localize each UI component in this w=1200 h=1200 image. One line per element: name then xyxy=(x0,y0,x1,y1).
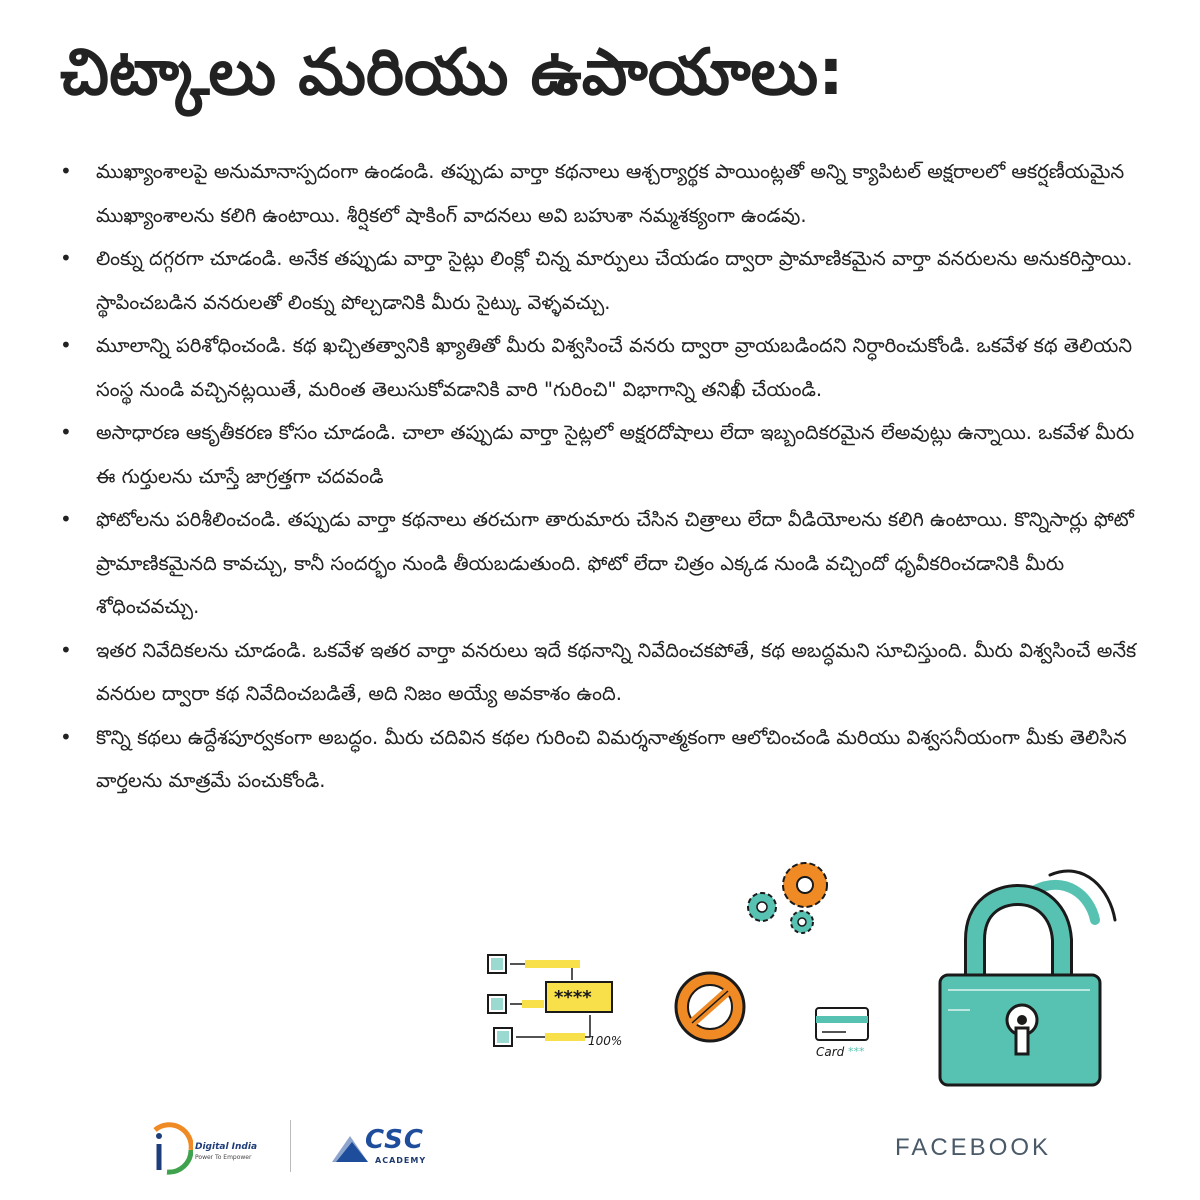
digital-india-label: Digital India xyxy=(195,1142,258,1152)
csc-label: CSC xyxy=(365,1125,424,1155)
tip-text: ఇతర నివేదికలను చూడండి. ఒకవేళ ఇతర వార్తా వనరులు ఇదే కథనాన్ని నివేదించకపోతే, కథ అబద్ధమని సూచిస్తుంది. మీరు విశ్వసించే అనేక వనరుల ద్వారా కథ నివేదించబడితే, అది నిజం అయ్యే అవకాశం ఉంది. xyxy=(96,638,1137,705)
list-item xyxy=(60,716,1150,803)
padlock-icon xyxy=(940,871,1115,1085)
password-checklist-icon xyxy=(488,955,622,1048)
percent-label: 100% xyxy=(588,1034,623,1048)
digital-india-logo-icon xyxy=(145,1120,193,1180)
tip-text: ఫోటోలను పరిశీలించండి. తప్పుడు వార్తా కథనాలు తరచుగా తారుమారు చేసిన చిత్రాలు లేదా వీడియోలను కలిగి ఉంటాయి. కొన్నిసార్లు ఫోటో ప్రామాణికమైనది కావచ్చు, కానీ సందర్భం నుండి తీయబడుతుంది. ఫోటో లేదా చిత్రం ఎక్కడ నుండి వచ్చిందో ధృవీకరించడానికి మీరు శోధించవచ్చు. xyxy=(96,508,1134,618)
password-mask: **** xyxy=(554,987,592,1008)
tip-text: మూలాన్ని పరిశోధించండి. కథ ఖచ్చితత్వానికి ఖ్యాతితో మీరు విశ్వసించే వనరు ద్వారా వ్రాయబడిందని నిర్ధారించుకోండి. ఒకవేళ కథ తెలియని సంస్థ నుండి వచ్చినట్లయితే, మరింత తెలుసుకోవడానికి వారి "గురించి" విభాగాన్ని తనిఖీ చేయండి. xyxy=(96,334,1133,401)
blocked-icon xyxy=(676,973,744,1041)
bullet: • xyxy=(60,159,72,183)
tips-list xyxy=(60,150,1150,803)
csc-academy-logo-icon xyxy=(330,1128,370,1164)
gears-icon xyxy=(748,863,827,933)
list-item xyxy=(60,237,1150,324)
digital-india-tagline: Power To Empower xyxy=(195,1154,252,1161)
list-item xyxy=(60,324,1150,411)
tip-text: ముఖ్యాంశాలపై అనుమానాస్పదంగా ఉండండి. తప్పుడు వార్తా కథనాలు ఆశ్చర్యార్థక పాయింట్లతో అన్ని క్యాపిటల్ అక్షరాలలో ఆకర్షణీయమైన ముఖ్యాంశాలను కలిగి ఉంటాయి. శీర్షికలో షాకింగ్ వాదనలు అవి బహుశా నమ్మశక్యంగా ఉండవు. xyxy=(96,160,1125,227)
list-item xyxy=(60,150,1150,237)
footer-logos xyxy=(145,1120,445,1180)
bullet: • xyxy=(60,637,72,662)
credit-card-icon xyxy=(816,1008,868,1059)
tip-text: లింక్ను దగ్గరగా చూడండి. అనేక తప్పుడు వార్తా సైట్లు లింక్లో చిన్న మార్పులు చేయడం ద్వారా ప్రామాణికమైన వార్తా వనరులను అనుకరిస్తాయి. స్థాపించబడిన వనరులతో లింక్ను పోల్చడానికి మీరు సైట్కు వెళ్ళవచ్చు. xyxy=(96,247,1133,314)
logo-divider xyxy=(290,1120,291,1172)
bullet: • xyxy=(60,420,72,444)
security-illustration xyxy=(470,850,1160,1100)
tip-text: కొన్ని కథలు ఉద్దేశపూర్వకంగా అబద్ధం. మీరు చదివిన కథల గురించి విమర్శనాత్మకంగా ఆలోచించండి మరియు విశ్వసనీయంగా మీకు తెలిసిన వార్తలను మాత్రమే పంచుకోండి. xyxy=(96,725,1127,792)
bullet: • xyxy=(60,507,72,531)
tip-text: అసాధారణ ఆకృతీకరణ కోసం చూడండి. చాలా తప్పుడు వార్తా సైట్లలో అక్షరదోషాలు లేదా ఇబ్బందికరమైన లేఅవుట్లు ఉన్నాయి. ఒకవేళ మీరు ఈ గుర్తులను చూస్తే జాగ్రత్తగా చదవండి xyxy=(96,421,1135,488)
bullet: • xyxy=(60,724,72,749)
page-title: చిట్కాలు మరియు ఉపాయాలు: xyxy=(60,36,844,110)
csc-academy-label: ACADEMY xyxy=(375,1156,427,1165)
facebook-brand: FACEBOOK xyxy=(895,1134,1052,1161)
list-item xyxy=(60,411,1150,498)
card-mask: *** xyxy=(848,1045,865,1058)
list-item xyxy=(60,498,1150,629)
bullet: • xyxy=(60,246,72,270)
bullet: • xyxy=(60,333,72,357)
card-label: Card xyxy=(816,1045,845,1059)
list-item xyxy=(60,629,1150,716)
